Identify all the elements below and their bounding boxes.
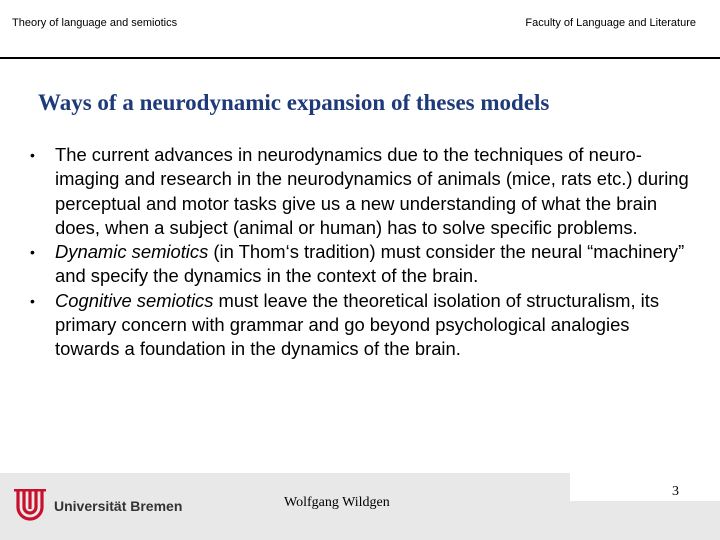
slide-title: Ways of a neurodynamic expansion of theses models <box>38 90 550 115</box>
bullet-text: (in Thom‘s tradition) must consider the neural “machinery” and specify the dynamics in the context of the brain. <box>55 241 685 287</box>
bullet-emphasis: Dynamic semiotics <box>55 241 209 263</box>
university-logo <box>14 489 182 523</box>
bullet-marker: • <box>30 147 35 163</box>
university-logo-icon <box>14 489 46 523</box>
bullet-text: must leave the theoretical isolation of structuralism, its primary concern with grammar and go beyond psychological analogies towards a foundation in the dynamics of the brain. <box>55 289 660 360</box>
page-number: 3 <box>672 484 679 499</box>
header-divider <box>0 57 720 59</box>
bullet-item-2 <box>30 240 694 289</box>
footer-author: Wolfgang Wildgen <box>284 495 390 510</box>
header-course-title: Theory of language and semiotics <box>12 17 178 29</box>
bullet-text: The current advances in neurodynamics due to the techniques of neuro-imaging and research in the neurodynamics of animals (mice, rats etc.) during perceptual and motor tasks give us a new understanding of what the brain does, when a subject (animal or human) has to solve specific problems. <box>55 144 689 238</box>
bullet-item-3 <box>30 289 694 362</box>
bullet-list <box>30 143 694 362</box>
header-faculty: Faculty of Language and Literature <box>525 17 696 29</box>
bullet-emphasis: Cognitive semiotics <box>55 289 214 311</box>
university-name: Universität Bremen <box>54 498 183 514</box>
footer-page-box <box>570 473 720 501</box>
bullet-marker: • <box>30 244 35 261</box>
bullet-item-1 <box>30 143 694 240</box>
bullet-marker: • <box>30 292 35 309</box>
